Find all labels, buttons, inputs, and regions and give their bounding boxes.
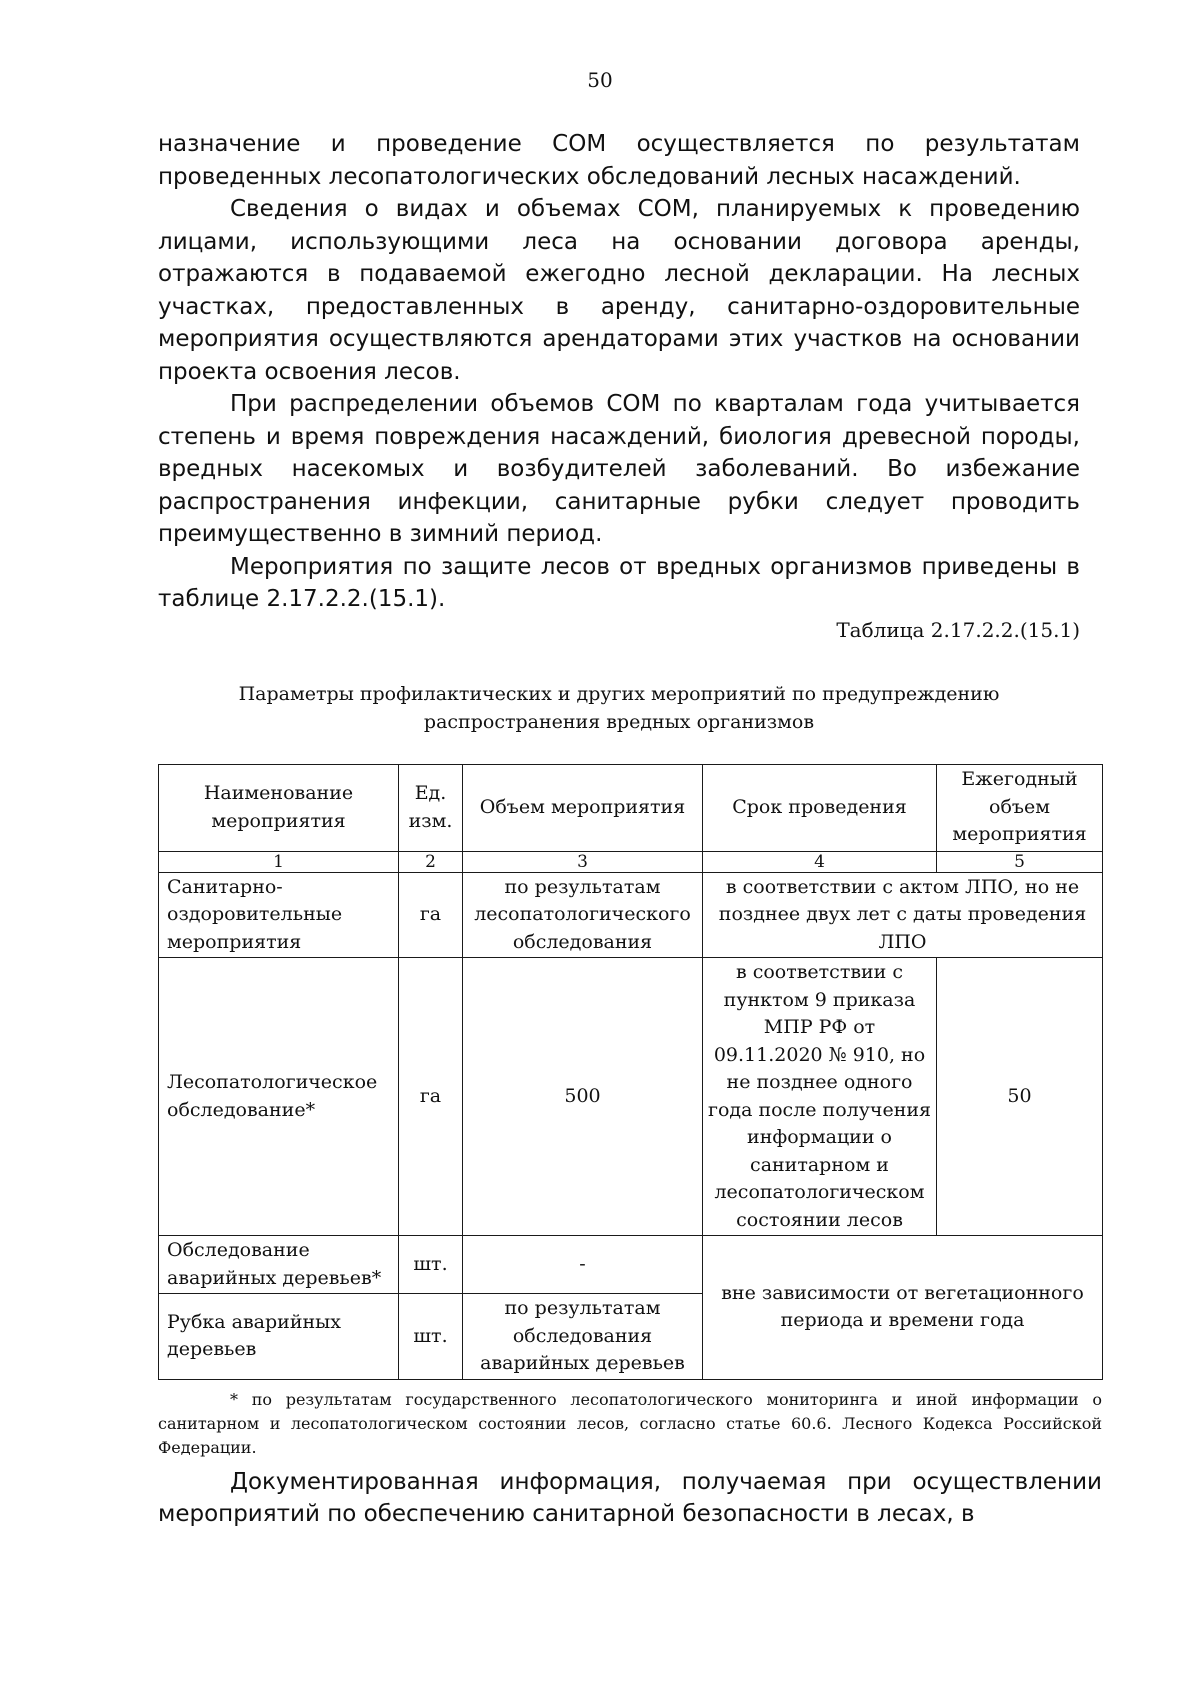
- paragraph-3: При распределении объемов СОМ по кварталам года учитывается степень и время повреждения насаждений, биология древесной породы, вредных насекомых и возбудителей заболеваний. Во избежание распространения инфекции, санитарные рубки следует проводить преимущественно в зимний период.: [158, 391, 1080, 547]
- table-row: [159, 958, 1103, 1236]
- col-number-1: 1: [159, 851, 399, 872]
- header-unit: Ед. изм.: [399, 764, 463, 851]
- row-unit: га: [399, 872, 463, 958]
- col-number-3: 3: [463, 851, 703, 872]
- col-number-5: 5: [937, 851, 1103, 872]
- page-number: 50: [587, 68, 613, 92]
- row-name: Рубка аварийных деревьев: [159, 1294, 399, 1380]
- paragraph-4: Мероприятия по защите лесов от вредных организмов приведены в таблице 2.17.2.2.(15.1).: [158, 553, 1080, 612]
- col-number-4: 4: [703, 851, 937, 872]
- table-header-row: [159, 764, 1103, 851]
- closing-paragraph: Документированная информация, получаемая при осуществлении мероприятий по обеспечению санитарной безопасности в лесах, в: [158, 1468, 1102, 1527]
- row-name: Санитарно-оздоровительные мероприятия: [159, 872, 399, 958]
- header-name: Наименование мероприятия: [159, 764, 399, 851]
- row-volume: 500: [463, 958, 703, 1236]
- paragraph-1: назначение и проведение СОМ осуществляется по результатам проведенных лесопатологических обследований лесных насаждений.: [158, 131, 1080, 190]
- row-unit: шт.: [399, 1236, 463, 1294]
- row-term: в соответствии с актом ЛПО, но не позднее двух лет с даты проведения ЛПО: [703, 872, 1103, 958]
- header-annual: Ежегодный объем мероприятия: [937, 764, 1103, 851]
- row-volume: по результатам лесопатологического обследования: [463, 872, 703, 958]
- header-volume: Объем мероприятия: [463, 764, 703, 851]
- column-number-row: [159, 851, 1103, 872]
- row-name: Лесопатологическое обследование*: [159, 958, 399, 1236]
- row-volume: по результатам обследования аварийных деревьев: [463, 1294, 703, 1380]
- row-volume: -: [463, 1236, 703, 1294]
- table-caption: Параметры профилактических и других мероприятий по предупреждению распространения вредных организмов: [238, 682, 1000, 733]
- footnote-text: * по результатам государственного лесопатологического мониторинга и иной информации о санитарном и лесопатологическом состоянии лесов, согласно статье 60.6. Лесного Кодекса Российской Федерации.: [158, 1389, 1102, 1457]
- table-row: [159, 1236, 1103, 1294]
- row-name: Обследование аварийных деревьев*: [159, 1236, 399, 1294]
- table-footnote: [158, 1388, 1102, 1460]
- paragraph-2: Сведения о видах и объемах СОМ, планируемых к проведению лицами, использующими леса на основании договора аренды, отражаются в подаваемой ежегодно лесной декларации. На лесных участках, предоставленных в аренду, санитарно-оздоровительные мероприятия осуществляются арендаторами этих участков на основании проекта освоения лесов.: [158, 196, 1080, 385]
- row-term: вне зависимости от вегетационного периода и времени года: [703, 1236, 1103, 1380]
- header-term: Срок проведения: [703, 764, 937, 851]
- row-term: в соответствии с пунктом 9 приказа МПР РФ от 09.11.2020 № 910, но не позднее одного года после получения информации о санитарном и лесопатологическом состоянии лесов: [703, 958, 937, 1236]
- row-unit: шт.: [399, 1294, 463, 1380]
- page-content: [158, 128, 1102, 1531]
- table-reference: Таблица 2.17.2.2.(15.1): [836, 617, 1080, 642]
- col-number-2: 2: [399, 851, 463, 872]
- table-row: [159, 872, 1103, 958]
- measures-table: [158, 764, 1103, 1380]
- row-unit: га: [399, 958, 463, 1236]
- row-annual: 50: [937, 958, 1103, 1236]
